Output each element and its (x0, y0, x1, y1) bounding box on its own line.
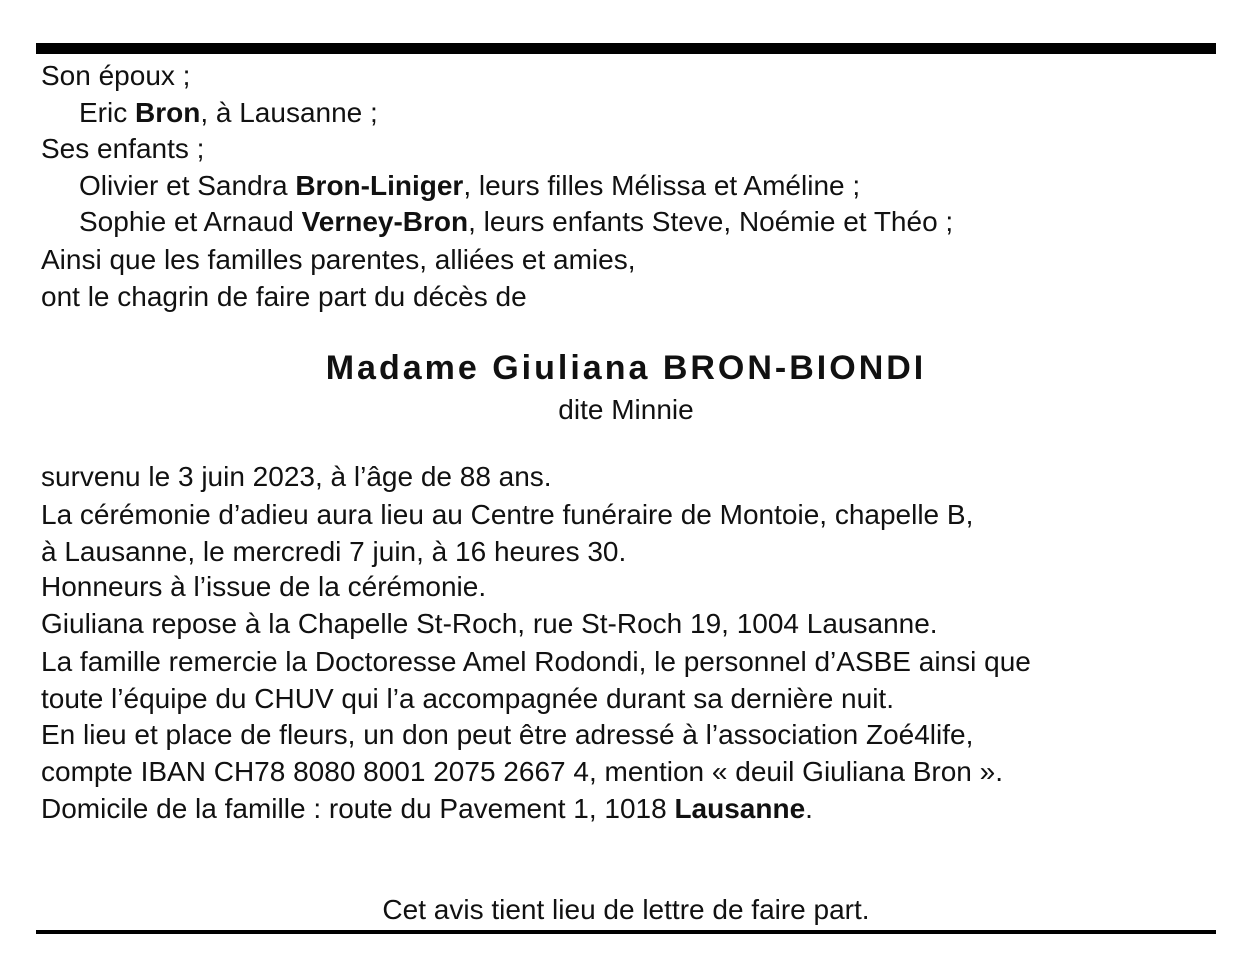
domicile-city: Lausanne (674, 793, 806, 824)
spouse-prefix: Eric (79, 97, 135, 128)
closing-note: Cet avis tient lieu de lettre de faire part. (382, 894, 870, 925)
bottom-rule (36, 930, 1216, 934)
child2-surname: Verney-Bron (301, 206, 469, 237)
deceased-nickname: dite Minnie (558, 394, 694, 425)
domicile-suffix: . (805, 793, 813, 824)
spouse-line (79, 96, 378, 130)
domicile-line (41, 792, 813, 826)
children-heading: Ses enfants ; (41, 133, 205, 164)
child1-surname: Bron-Liniger (295, 170, 464, 201)
ceremony-line-1: La cérémonie d’adieu aura lieu au Centre funéraire de Montoie, chapelle B, (41, 499, 974, 530)
relatives-line: Ainsi que les familles parentes, alliées et amies, (41, 244, 636, 275)
ceremony-line-2: à Lausanne, le mercredi 7 juin, à 16 heures 30. (41, 536, 627, 567)
rests-line: Giuliana repose à la Chapelle St-Roch, rue St-Roch 19, 1004 Lausanne. (41, 608, 938, 639)
thanks-line-2: toute l’équipe du CHUV qui l’a accompagnée durant sa dernière nuit. (41, 683, 894, 714)
child2-suffix: , leurs enfants Steve, Noémie et Théo ; (468, 206, 954, 237)
child1-suffix: , leurs filles Mélissa et Améline ; (463, 170, 861, 201)
honours-line: Honneurs à l’issue de la cérémonie. (41, 571, 487, 602)
domicile-prefix: Domicile de la famille : route du Pavement 1, 1018 (41, 793, 675, 824)
child2-line (79, 205, 953, 239)
spouse-suffix: , à Lausanne ; (200, 97, 378, 128)
death-line: survenu le 3 juin 2023, à l’âge de 88 ans. (41, 461, 552, 492)
donation-line-1: En lieu et place de fleurs, un don peut être adressé à l’association Zoé4life, (41, 719, 974, 750)
spouse-heading: Son époux ; (41, 60, 191, 91)
top-rule (36, 43, 1216, 54)
deceased-name: Madame Giuliana BRON-BIONDI (325, 349, 927, 387)
announcement-line: ont le chagrin de faire part du décès de (41, 281, 527, 312)
thanks-line-1: La famille remercie la Doctoresse Amel Rodondi, le personnel d’ASBE ainsi que (41, 646, 1031, 677)
child2-prefix: Sophie et Arnaud (79, 206, 302, 237)
child1-prefix: Olivier et Sandra (79, 170, 296, 201)
donation-line-2: compte IBAN CH78 8080 8001 2075 2667 4, mention « deuil Giuliana Bron ». (41, 756, 1003, 787)
spouse-surname: Bron (135, 97, 201, 128)
child1-line (79, 169, 860, 203)
